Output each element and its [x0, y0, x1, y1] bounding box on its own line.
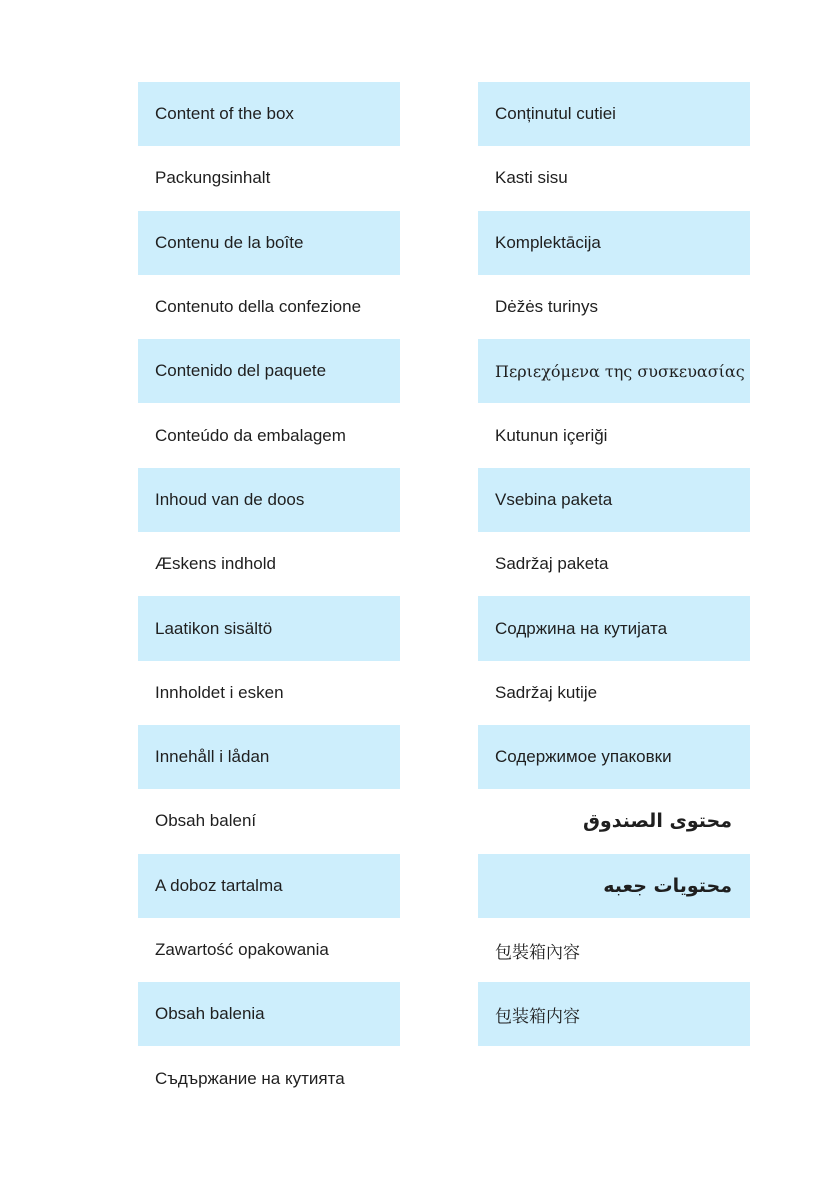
- label-french: Contenu de la boîte: [138, 211, 400, 275]
- label-italian: Contenuto della confezione: [155, 297, 362, 317]
- label-croatian: Sadržaj paketa: [495, 554, 609, 574]
- label-portuguese: Conteúdo da embalagem: [155, 425, 346, 445]
- label-english: Content of the box: [138, 82, 400, 146]
- label-romanian: Conținutul cutiei: [478, 82, 750, 146]
- label-bulgarian: Съдържание на кутията: [155, 1068, 345, 1088]
- label-greek: Περιεχόμενα της συσκευασίας: [478, 339, 750, 403]
- label-polish: Zawartość opakowania: [155, 940, 329, 959]
- label-lithuanian: Dėžės turinys: [495, 297, 598, 317]
- label-chinese-simplified: 包装箱内容: [478, 982, 750, 1046]
- label-swedish: Innehåll i lådan: [138, 725, 400, 789]
- label-slovenian: Vsebina paketa: [478, 468, 750, 532]
- label-latvian: Komplektācija: [478, 211, 750, 275]
- label-finnish: Laatikon sisältö: [138, 596, 400, 660]
- label-danish: Æskens indhold: [155, 554, 276, 574]
- label-chinese-traditional: 包裝箱內容: [495, 942, 580, 962]
- label-russian: Содержимое упаковки: [478, 725, 750, 789]
- label-arabic: محتوى الصندوق: [582, 810, 732, 833]
- label-serbian: Sadržaj kutije: [495, 682, 598, 702]
- label-norwegian: Innholdet i esken: [155, 682, 284, 702]
- label-slovak: Obsah balenia: [138, 982, 400, 1046]
- label-spanish: Contenido del paquete: [138, 339, 400, 403]
- label-macedonian: Содржина на кутијата: [478, 596, 750, 660]
- label-turkish: Kutunun içeriği: [495, 425, 608, 445]
- right-rows: [478, 82, 750, 1046]
- label-german: Packungsinhalt: [155, 168, 271, 188]
- label-czech: Obsah balení: [155, 811, 257, 831]
- label-dutch: Inhoud van de doos: [138, 468, 400, 532]
- label-hungarian: A doboz tartalma: [138, 854, 400, 918]
- label-estonian: Kasti sisu: [495, 168, 568, 188]
- label-persian: محتويات جعبه: [478, 854, 750, 918]
- left-rows: [138, 82, 400, 1111]
